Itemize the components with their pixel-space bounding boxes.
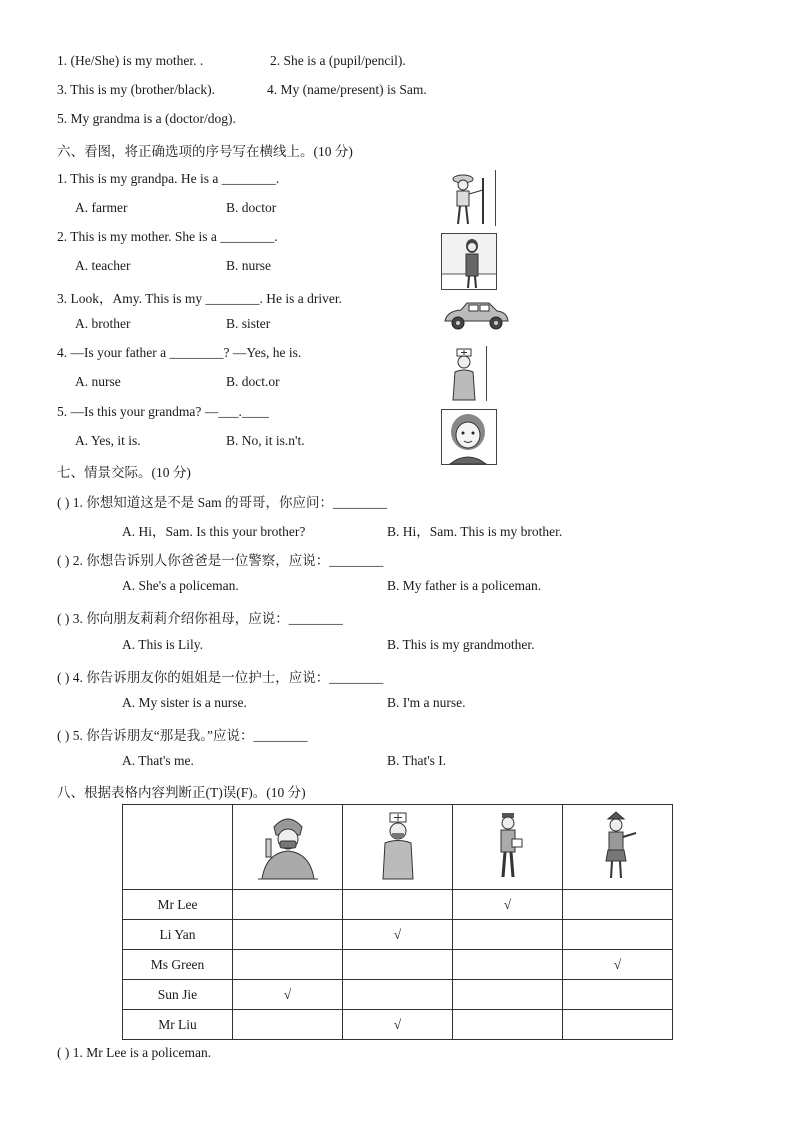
part5-item-2: 2. She is a (pupil/pencil). xyxy=(270,53,406,68)
table-row xyxy=(123,890,673,920)
policewoman-image xyxy=(594,809,642,881)
table-row xyxy=(123,1010,673,1040)
s7-q2-option-b: B. My father is a policeman. xyxy=(387,578,542,593)
section8-title: 八、根据表格内容判断正(T)误(F)。(10 分) xyxy=(57,785,306,800)
s7-q3-option-a: A. This is Lily. xyxy=(122,637,204,652)
s6-q4-option-a: A. nurse xyxy=(75,374,121,389)
table-cell xyxy=(453,980,563,1010)
table-cell xyxy=(563,980,673,1010)
table-cell xyxy=(563,890,673,920)
s6-q5-stem: 5. —Is this your grandma? —___.____ xyxy=(57,404,269,419)
table-cell xyxy=(233,890,343,920)
s7-q4-stem: ( ) 4. 你告诉朋友你的姐姐是一位护士，应说：________ xyxy=(57,670,384,685)
s7-q1-option-a: A. Hi，Sam. Is this your brother? xyxy=(122,524,306,539)
nurse-image xyxy=(256,809,320,881)
table-cell: √ xyxy=(233,980,343,1010)
s8-statement-1: ( ) 1. Mr Lee is a policeman. xyxy=(57,1045,212,1060)
table-cell xyxy=(453,1010,563,1040)
s6-q1-stem: 1. This is my grandpa. He is a ________. xyxy=(57,171,280,186)
row-name: Mr Liu xyxy=(123,1010,233,1040)
s7-q3-stem: ( ) 3. 你向朋友莉莉介绍你祖母，应说：________ xyxy=(57,611,343,626)
s7-q5-option-a: A. That's me. xyxy=(122,753,194,768)
teacher-image xyxy=(441,233,497,290)
farmer-image xyxy=(441,170,496,226)
s7-q3-option-b: B. This is my grandmother. xyxy=(387,637,535,652)
s6-q5-option-a: A. Yes, it is. xyxy=(75,433,141,448)
grandma-image xyxy=(441,409,497,465)
s6-q2-stem: 2. This is my mother. She is a ________. xyxy=(57,229,278,244)
s6-q3-stem: 3. Look，Amy. This is my ________. He is a driver. xyxy=(57,291,342,306)
part5-item-3: 3. This is my (brother/black). xyxy=(57,82,215,97)
row-name: Li Yan xyxy=(123,920,233,950)
doctor-image xyxy=(441,346,487,401)
part5-item-5: 5. My grandma is a (doctor/dog). xyxy=(57,111,236,126)
s6-q3-option-b: B. sister xyxy=(226,316,271,331)
s7-q5-stem: ( ) 5. 你告诉朋友“那是我。”应说：________ xyxy=(57,728,308,743)
table-cell xyxy=(233,1010,343,1040)
table-cell xyxy=(233,950,343,980)
table-cell xyxy=(343,980,453,1010)
s6-q1-option-b: B. doctor xyxy=(226,200,277,215)
part5-item-1: 1. (He/She) is my mother. . xyxy=(57,53,204,68)
header-nurse-cell xyxy=(233,805,343,890)
s6-q5-option-b: B. No, it is.n't. xyxy=(226,433,305,448)
row-name: Sun Jie xyxy=(123,980,233,1010)
s7-q5-option-b: B. That's I. xyxy=(387,753,447,768)
s7-q4-option-a: A. My sister is a nurse. xyxy=(122,695,247,710)
table-corner-cell xyxy=(123,805,233,890)
table-row xyxy=(123,980,673,1010)
s6-q2-option-a: A. teacher xyxy=(75,258,131,273)
car-image xyxy=(441,299,511,335)
header-doctor-cell xyxy=(343,805,453,890)
table-cell xyxy=(453,950,563,980)
header-policeman-cell xyxy=(453,805,563,890)
table-cell: √ xyxy=(563,950,673,980)
s7-q1-option-b: B. Hi，Sam. This is my brother. xyxy=(387,524,563,539)
table-cell xyxy=(563,920,673,950)
judgement-table xyxy=(122,804,673,1040)
s6-q1-option-a: A. farmer xyxy=(75,200,128,215)
table-header-row xyxy=(123,805,673,890)
table-cell xyxy=(453,920,563,950)
table-row xyxy=(123,950,673,980)
part5-item-4: 4. My (name/present) is Sam. xyxy=(267,82,427,97)
table-cell xyxy=(233,920,343,950)
table-cell xyxy=(563,1010,673,1040)
s7-q2-stem: ( ) 2. 你想告诉别人你爸爸是一位警察，应说：________ xyxy=(57,553,384,568)
section7-title: 七、情景交际。(10 分) xyxy=(57,465,191,480)
s6-q4-stem: 4. —Is your father a ________? —Yes, he is. xyxy=(57,345,302,360)
s6-q4-option-b: B. doct.or xyxy=(226,374,280,389)
table-cell: √ xyxy=(343,1010,453,1040)
row-name: Mr Lee xyxy=(123,890,233,920)
s6-q3-option-a: A. brother xyxy=(75,316,131,331)
s6-q2-option-b: B. nurse xyxy=(226,258,271,273)
table-cell: √ xyxy=(453,890,563,920)
table-cell: √ xyxy=(343,920,453,950)
doctor-image xyxy=(373,809,423,881)
s7-q1-stem: ( ) 1. 你想知道这是不是 Sam 的哥哥，你应问：________ xyxy=(57,495,387,510)
header-policewoman-cell xyxy=(563,805,673,890)
table-row xyxy=(123,920,673,950)
s7-q4-option-b: B. I'm a nurse. xyxy=(387,695,466,710)
row-name: Ms Green xyxy=(123,950,233,980)
section6-title: 六、看图，将正确选项的序号写在横线上。(10 分) xyxy=(57,144,353,159)
s7-q2-option-a: A. She's a policeman. xyxy=(122,578,239,593)
table-cell xyxy=(343,890,453,920)
policeman-image xyxy=(488,809,528,881)
table-cell xyxy=(343,950,453,980)
